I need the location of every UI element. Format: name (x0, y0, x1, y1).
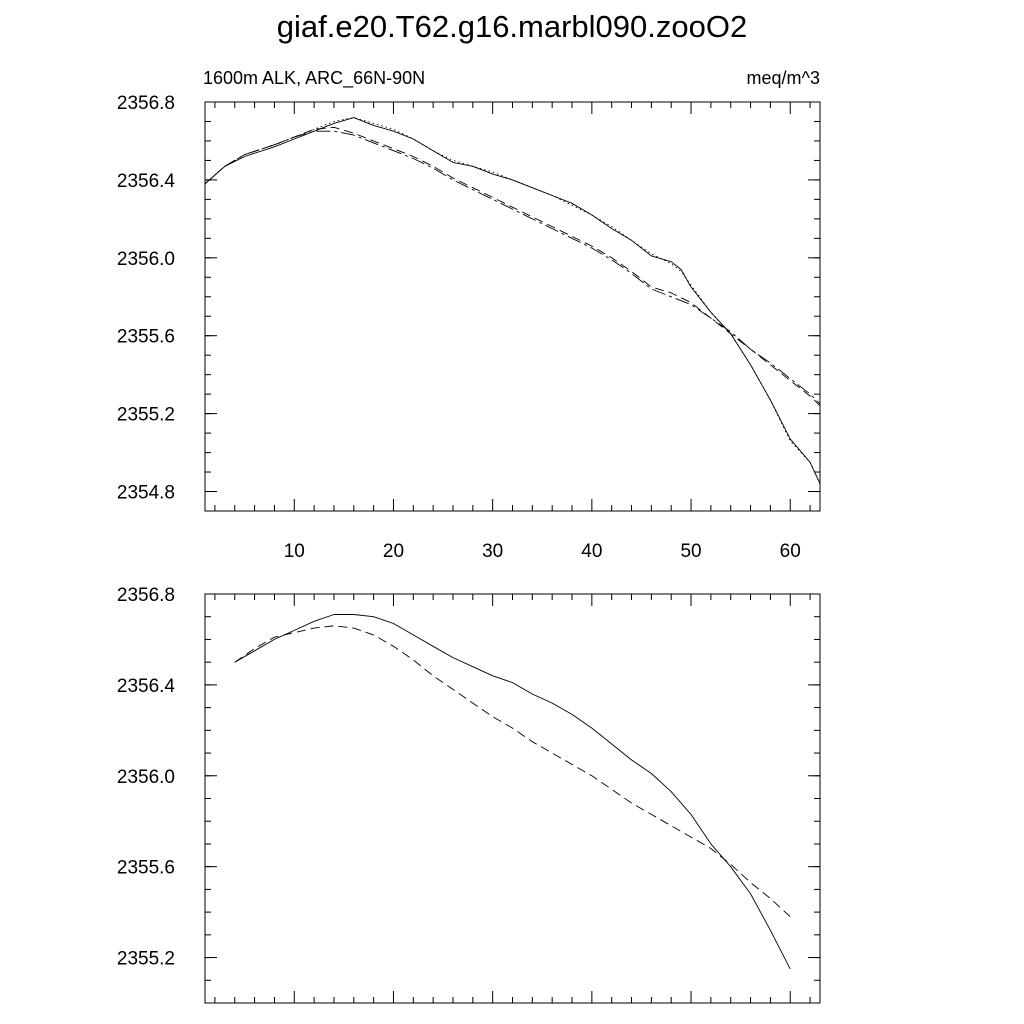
y-tick-label: 2356.4 (116, 675, 175, 697)
x-tick-label: 40 (581, 541, 603, 562)
series-line-solid (205, 118, 820, 484)
x-tick-label: 50 (680, 541, 702, 562)
plot-panel-top (117, 93, 820, 562)
y-tick-label: 2356.4 (116, 170, 175, 192)
series-line-dashed (205, 127, 820, 406)
plot-panel-bottom (117, 585, 820, 1003)
plot-frame (205, 594, 820, 1003)
chart-title: giaf.e20.T62.g16.marbl090.zooO2 (276, 9, 748, 44)
x-tick-label: 30 (482, 541, 504, 562)
plot-frame (205, 102, 820, 511)
x-tick-label: 10 (283, 541, 305, 562)
y-tick-label: 2355.6 (116, 857, 175, 879)
series-line-dashed (235, 626, 790, 917)
y-tick-label: 2356.0 (116, 248, 175, 270)
x-tick-label: 60 (779, 541, 801, 562)
y-tick-label: 2355.2 (116, 948, 175, 970)
y-tick-label: 2354.8 (116, 482, 175, 504)
series-line-dotted (205, 118, 820, 484)
series-line-solid (235, 615, 790, 969)
y-tick-label: 2356.0 (116, 766, 175, 788)
y-tick-label: 2355.2 (116, 404, 175, 426)
y-tick-label: 2356.8 (116, 585, 175, 606)
series-line-longdash (205, 131, 820, 404)
panel1-left-label: 1600m ALK, ARC_66N-90N (203, 68, 426, 88)
panel1-units-label: meq/m^3 (746, 68, 820, 88)
y-tick-label: 2355.6 (116, 326, 175, 348)
x-tick-label: 20 (382, 541, 405, 562)
y-tick-label: 2356.8 (116, 93, 175, 114)
